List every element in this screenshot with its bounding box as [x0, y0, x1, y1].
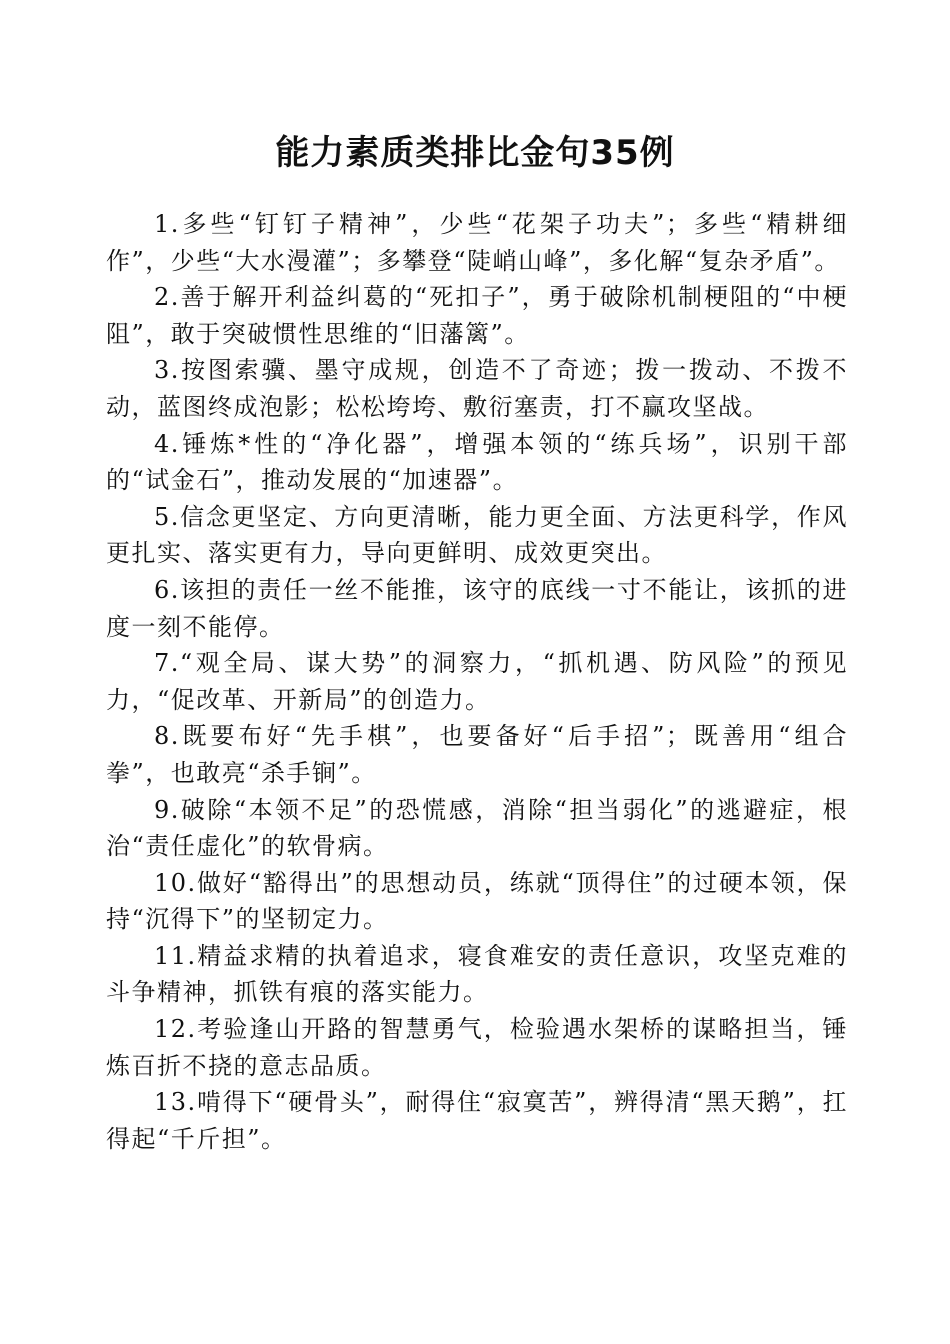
list-item: 7.“观全局、谋大势”的洞察力，“抓机遇、防风险”的预见力，“促改革、开新局”的创造力。: [106, 649, 848, 714]
list-item: 1.多些“钉钉子精神”，少些“花架子功夫”；多些“精耕细作”，少些“大水漫灌”；多攀登“陡峭山峰”，多化解“复杂矛盾”。: [106, 210, 848, 275]
list-item: 2.善于解开利益纠葛的“死扣子”，勇于破除机制梗阻的“中梗阻”，敢于突破惯性思维的“旧藩篱”。: [106, 283, 848, 348]
list-item: 10.做好“豁得出”的思想动员，练就“顶得住”的过硬本领，保持“沉得下”的坚韧定力。: [106, 868, 848, 934]
list-item: 5.信念更坚定、方向更清晰，能力更全面、方法更科学，作风更扎实、落实更有力，导向更鲜明、成效更突出。: [106, 502, 848, 568]
list-item: 4.锤炼*性的“净化器”，增强本领的“练兵场”，识别干部的“试金石”，推动发展的“加速器”。: [106, 429, 848, 495]
list-item: 12.考验逢山开路的智慧勇气，检验遇水架桥的谋略担当，锤炼百折不挠的意志品质。: [106, 1015, 848, 1080]
list-item: 8.既要布好“先手棋”，也要备好“后手招”；既善用“组合拳”，也敢亮“杀手锏”。: [106, 722, 848, 787]
list-item: 3.按图索骥、墨守成规，创造不了奇迹；拨一拨动、不拨不动，蓝图终成泡影；松松垮垮、敷衍塞责，打不赢攻坚战。: [106, 356, 848, 421]
list-item: 6.该担的责任一丝不能推，该守的底线一寸不能让，该抓的进度一刻不能停。: [106, 575, 848, 641]
document-title: 能力素质类排比金句35例: [275, 133, 675, 173]
document-body: [106, 206, 848, 1157]
list-item: 13.啃得下“硬骨头”，耐得住“寂寞苦”，辨得清“黑天鹅”，扛得起“千斤担”。: [106, 1088, 848, 1153]
list-item: 11.精益求精的执着追求，寝食难安的责任意识，攻坚克难的斗争精神，抓铁有痕的落实能力。: [106, 941, 848, 1007]
list-item: 9.破除“本领不足”的恐慌感，消除“担当弱化”的逃避症，根治“责任虚化”的软骨病。: [106, 795, 848, 861]
